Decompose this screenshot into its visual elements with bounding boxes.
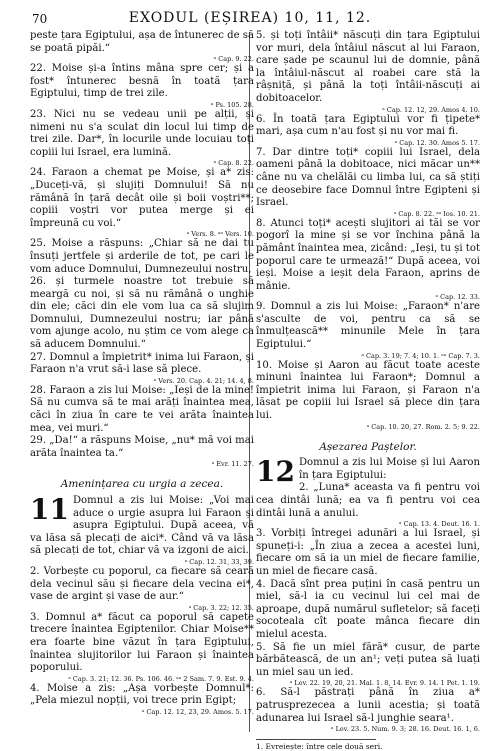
verse-text: Domnul a zis lui Moise și lui Aaron în țara Egiptului:	[298, 457, 480, 481]
verse	[256, 30, 480, 114]
verse	[256, 147, 480, 218]
verse	[30, 435, 254, 468]
left-column	[30, 30, 254, 716]
verse-text: 23. Nici nu se vedeau unii pe alții, și nimeni nu s'a sculat din locul lui timp de trei zile. Dar*, în locurile unde locuiau toți copiii lui Israel, era lumină.	[30, 108, 254, 158]
verse	[30, 566, 254, 612]
cross-reference: ᵃ Evr. 11. 27.	[211, 460, 254, 469]
right-column	[256, 30, 480, 751]
cross-reference: ᵃ Cap. 12. 30. Amos 5. 17.	[394, 138, 480, 147]
chapter-number: 12	[256, 455, 295, 489]
verse	[30, 238, 254, 276]
verse-text: 6. Să-l păstrați până în ziua a* patrusprezecea a lunii acestia; și toată adunarea lui Israel să-l junghie seara¹.	[256, 687, 480, 724]
verse-text: 6. În toată țara Egiptului vor fi țipete* mari, așa cum n'au fost și nu vor mai fi.	[256, 113, 480, 138]
cross-reference: ᵃ Cap. 12. 12, 29. Amos 4. 10.	[382, 105, 480, 114]
cross-reference: ᵃ Cap. 10. 20, 27. Rom. 2. 5; 9. 22.	[366, 422, 480, 431]
verse-text: 7. Dar dintre toți* copiii lui Israel, dela oameni până la dobitoace, nici măcar un** câne nu va chelălăi cu limba lui, ca să știți ce deosebire face Domnul între Egipteni și Israel.	[256, 146, 480, 209]
verse	[256, 642, 480, 688]
verse-text: 4. Dacă sînt prea puțini în casă pentru un miel, să-l ia cu vecinul lui cel mai de aproape, după numărul sufletelor; să faceți socoteala cît poate mânca fiecare din mielul acesta.	[256, 578, 480, 640]
chapter-start	[30, 495, 254, 566]
page-number: 70	[32, 12, 48, 26]
cross-reference: ᵃ Cap. 12. 33.	[435, 293, 480, 302]
verse-text: 5. Să fie un miel fără* cusur, de parte bărbătească, de un an¹; veți putea să luați un miel sau un ied.	[256, 641, 480, 678]
verse	[30, 683, 254, 716]
verse-text: 25. Moise a răspuns: „Chiar să ne dai tu însuți jertfele și arderile de tot, pe cari le vom aduce Domnului, Dumnezeului nostru,	[30, 238, 254, 275]
verse	[256, 360, 480, 431]
cross-reference: ᵃ Vers. 8. ᵃᵃ Vers. 10.	[186, 230, 254, 239]
verse-text: peste țara Egiptului, așa de întunerec de să se poată pipăi.“	[30, 30, 254, 54]
verse-text: 10. Moise și Aaron au făcut toate aceste minuni înaintea lui Faraon*; Domnul a împietrit inima lui Faraon, și Faraon n'a lăsat pe copiii lui Israel să plece din țara lui.	[256, 359, 480, 422]
chapter-number: 11	[30, 493, 69, 526]
verse-text: Domnul a zis lui Moise: „Voi mai aduce o urgie asupra lui Faraon și asupra Egiptului. După aceea, vă va lăsa să plecați de aici*. Când vă va lăsa să plecați de tot, chiar vă va izgoni de aici.	[30, 495, 254, 557]
verse	[30, 385, 254, 435]
verse-text: 3. Vorbiți întregei adunări a lui Israel, și spuneți-i: „În ziua a zecea a acestei luni, fiecare om să ia un miel de fiecare familie, un miel de fiecare casă.	[256, 528, 480, 577]
cross-reference: ᵃ Cap. 8. 22.	[213, 159, 254, 168]
section-heading: Așezarea Paștelor.	[319, 440, 417, 453]
cross-reference: ᵃ Cap. 3. 21; 12. 36. Ps. 106. 46. ᵃᵃ 2 Sam. 7. 9. Est. 9. 4.	[68, 674, 254, 683]
verse	[30, 30, 254, 63]
verse-text: 4. Moise a zis: „Așa vorbește Domnul*: „Pela miezul nopții, voi trece prin Egipt;	[30, 682, 254, 707]
verse	[256, 218, 480, 302]
verse-text: 8. Atunci toți* acești slujitori ai tăi se vor pogorî la mine și se vor închina până la pământ înaintea mea, zicând: „Ieși, tu și tot poporul care te urmează!“ După aceea, voi ieși. Moise a ieșit dela Faraon, aprins de mânie.	[256, 217, 480, 292]
verse	[30, 63, 254, 109]
cross-reference: ᵃ Vers. 20. Cap. 4. 21; 14. 4, 8.	[153, 376, 254, 385]
page-header	[0, 8, 500, 28]
cross-reference: ᵃ Cap. 9. 22.	[213, 55, 254, 64]
verse-text: 29. „Da!“ a răspuns Moise, „nu* mă voi mai arăta înaintea ta.“	[30, 435, 254, 459]
verse-text: 26. și turmele noastre tot trebuie să meargă cu noi, și să nu rămână o unghie din ele; căci din ele vom lua ca să slujim Domnului, Dumnezeului nostru; iar până vom ajunge acolo, nu știm ce vom alege ca să aducem Domnului.“	[30, 276, 254, 351]
verse-text: 24. Faraon a chemat pe Moise, și a* zis: „Duceți-vă, și slujiți Domnului! Să nu rămână în țară decât oile și boii voștri**; copiii voștri vor putea merge și ei împreună cu voi.“	[30, 167, 254, 229]
verse-text: 27. Domnul a împietrit* inima lui Faraon, și Faraon n'a vrut să-i lase să plece.	[30, 351, 254, 376]
chapter-start	[256, 455, 480, 489]
verse	[256, 687, 480, 733]
footnote: 1. Evreiește: între cele două seri.	[256, 742, 383, 751]
cross-reference: ᵃ Cap. 3. 19; 7. 4; 10. 1. ᵃᵃ Cap. 7. 3.	[361, 351, 480, 360]
verse-text: 3. Domnul a* făcut ca poporul să capete trecere înaintea Egiptenilor. Chiar Moise** era foarte bine văzut în țara Egiptului, înaintea slujitorilor lui Faraon și înaintea poporului.	[30, 611, 254, 674]
verse	[30, 109, 254, 167]
cross-reference: ᵃ Ps. 105. 28.	[210, 100, 254, 109]
verse	[256, 482, 480, 528]
verse-text: 22. Moise și-a întins mâna spre cer; și a fost* întunerec besnă în toată țara Egiptului, timp de trei zile.	[30, 63, 254, 100]
verse-text: 9. Domnul a zis lui Moise: „Faraon* n'are s'asculte de voi, pentru ca să se înmulțească** minunile Mele în țara Egiptului.“	[256, 301, 480, 351]
verse	[30, 167, 254, 238]
verse	[30, 352, 254, 385]
verse-text: 2. Vorbește cu poporul, ca fiecare să ceară dela vecinul său și fiecare dela vecina ei*, vase de argint și vase de aur.“	[30, 565, 254, 603]
cross-reference: ᵃ Lev. 22. 19, 20, 21. Mal. 1. 8, 14. Evr. 9. 14. 1 Pet. 1. 19.	[289, 679, 480, 688]
cross-reference: ᵃ Cap. 12. 12, 23, 29. Amos. 5. 17.	[141, 707, 254, 716]
running-title: EXODUL (EȘIREA) 10, 11, 12.	[128, 10, 372, 26]
verse	[256, 114, 480, 147]
cross-reference: ᵃ Cap. 8. 22. ᵃᵃ Ios. 10. 21.	[393, 209, 480, 218]
section-heading: Amenințarea cu urgia a zecea.	[60, 478, 224, 491]
verse	[256, 528, 480, 578]
cross-reference: ᵃ Cap. 13. 4. Deut. 16. 1.	[399, 520, 480, 529]
cross-reference: ᵃ Cap. 12. 31, 33, 39.	[184, 557, 254, 566]
cross-reference: ᵃ Lev. 23. 5. Num. 9. 3; 28. 16. Deut. 16. 1, 6.	[331, 725, 480, 734]
verse-text: 28. Faraon a zis lui Moise: „Ieși de la mine! Să nu cumva să te mai arăți înaintea mea, căci în ziua în care te vei arăta înaintea mea, vei muri.“	[30, 384, 254, 434]
verse	[30, 612, 254, 683]
verse-text: 5. și toți întâii* născuți din țara Egiptului vor muri, dela întâiul născut al lui Faraon, care șade pe scaunul lui de domnie, până la întâiul-născut al roabei care stă la râșniță, și până la toți întâii-născuți ai dobitoacelor.	[256, 30, 480, 104]
verse	[256, 301, 480, 359]
verse	[30, 276, 254, 352]
verse-text: 2. „Luna* aceasta va fi pentru voi cea dintâi lună; ea va fi pentru voi cea dintâi lună a anului.	[256, 482, 480, 519]
cross-reference: ᵃ Cap. 3. 22; 12. 35.	[188, 603, 254, 612]
verse	[256, 579, 480, 642]
